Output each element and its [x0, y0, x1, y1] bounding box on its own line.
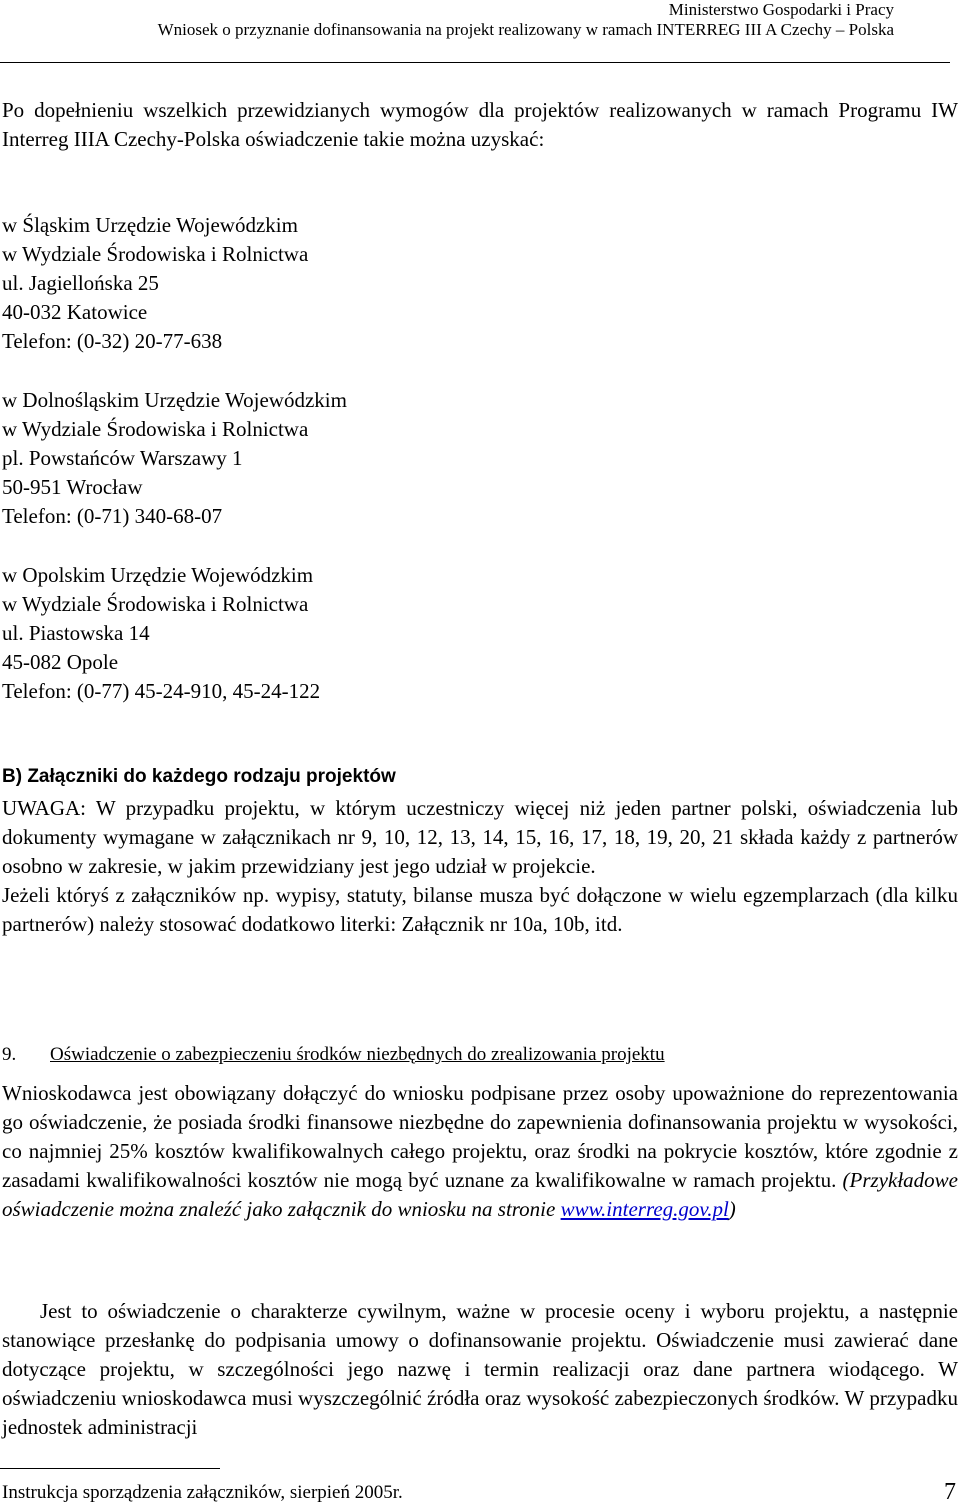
paragraph-2-text: Jest to oświadczenie o charakterze cywilnym, ważne w procesie oceny i wyboru projektu, a następnie stanowiące przesłankę do podpisania umowy o dofinansowanie projektu. Oświadczenie musi zawierać dane dotyczące projektu, w szczególności jego nazwę i termin realizacji oraz dane partnera wiodącego. W oświadczeniu wnioskodawca musi wyszczególnić źródła oraz wysokość zabezpieczonych środków. W przypadku jednostek administracji [2, 1299, 958, 1439]
item-9-heading [2, 1040, 665, 1069]
item-title: Oświadczenie o zabezpieczeniu środków niezbędnych do zrealizowania projektu [50, 1044, 665, 1065]
warning-text: UWAGA: W przypadku projektu, w którym uczestniczy więcej niż jeden partner polski, oświadczenia lub dokumenty wymagane w załącznikach nr 9, 10, 12, 13, 14, 15, 16, 17, 18, 19, 20, 21 składa każdy z partnerów osobno w zakresie, w jakim przewidziany jest jego udział w projekcie. [2, 796, 958, 878]
office-street: pl. Powstańców Warszawy 1 [2, 446, 243, 470]
office-dept: w Wydziale Środowiska i Rolnictwa [2, 592, 309, 616]
office-phone: Telefon: (0-77) 45-24-910, 45-24-122 [2, 679, 321, 703]
header-form-title: Wniosek o przyznanie dofinansowania na projekt realizowany w ramach INTERREG III A Czechy – Polska [157, 20, 894, 39]
office-wroclaw [2, 386, 347, 531]
item-number: 9. [2, 1044, 17, 1065]
intro-paragraph [2, 96, 958, 154]
office-katowice [2, 211, 308, 356]
office-city: 50-951 Wrocław [2, 475, 143, 499]
page-number: 7 [944, 1479, 956, 1505]
office-name: w Dolnośląskim Urzędzie Wojewódzkim [2, 388, 347, 412]
office-dept: w Wydziale Środowiska i Rolnictwa [2, 242, 309, 266]
office-city: 45-082 Opole [2, 650, 119, 674]
interreg-link[interactable]: www.interreg.gov.pl [560, 1197, 729, 1221]
intro-text: Po dopełnieniu wszelkich przewidzianych wymogów dla projektów realizowanych w ramach Programu IW Interreg IIIA Czechy-Polska oświadczenie takie można uzyskać: [2, 98, 958, 151]
office-phone: Telefon: (0-32) 20-77-638 [2, 329, 223, 353]
paren-close: ) [728, 1197, 736, 1221]
note-text: Jeżeli któryś z załączników np. wypisy, statuty, bilanse musza być dołączone w wielu egzemplarzach (dla kilku partnerów) należy stosować dodatkowo literki: Załącznik nr 10a, 10b, itd. [2, 883, 958, 936]
office-name: w Śląskim Urzędzie Wojewódzkim [2, 213, 298, 237]
item-9-body [2, 1079, 958, 1224]
paragraph-1-text: Wnioskodawca jest obowiązany dołączyć do wniosku podpisane przez osoby upoważnione do reprezentowania go oświadczenie, że posiada środki finansowe niezbędne do zapewnienia dofinansowania projektu w wysokości, co najmniej 25% kosztów kwalifikowalnych całego projektu, oraz środki na pokrycie kosztów, które zgodnie z zasadami kwalifikowalności kosztów nie mogą być uznane za kwalifikowalne w ramach projektu. [2, 1081, 958, 1192]
footer-divider [0, 1468, 220, 1469]
example-note: (Przykładowe oświadczenie można znaleźć jako załącznik do wniosku na stronie [2, 1168, 958, 1221]
office-dept: w Wydziale Środowiska i Rolnictwa [2, 417, 309, 441]
office-city: 40-032 Katowice [2, 300, 148, 324]
footer-text: Instrukcja sporządzenia załączników, sierpień 2005r. [2, 1482, 403, 1503]
header-ministry: Ministerstwo Gospodarki i Pracy [668, 0, 894, 19]
office-phone: Telefon: (0-71) 340-68-07 [2, 504, 223, 528]
section-b-warning [2, 794, 958, 939]
section-b-heading: B) Załączniki do każdego rodzaju projektów [2, 766, 396, 787]
paragraph-1 [2, 1079, 958, 1224]
office-street: ul. Jagiellońska 25 [2, 271, 159, 295]
header-divider [0, 62, 950, 63]
office-street: ul. Piastowska 14 [2, 621, 150, 645]
office-name: w Opolskim Urzędzie Wojewódzkim [2, 563, 314, 587]
item-9-paragraph-2 [2, 1297, 958, 1442]
office-opole [2, 561, 320, 706]
